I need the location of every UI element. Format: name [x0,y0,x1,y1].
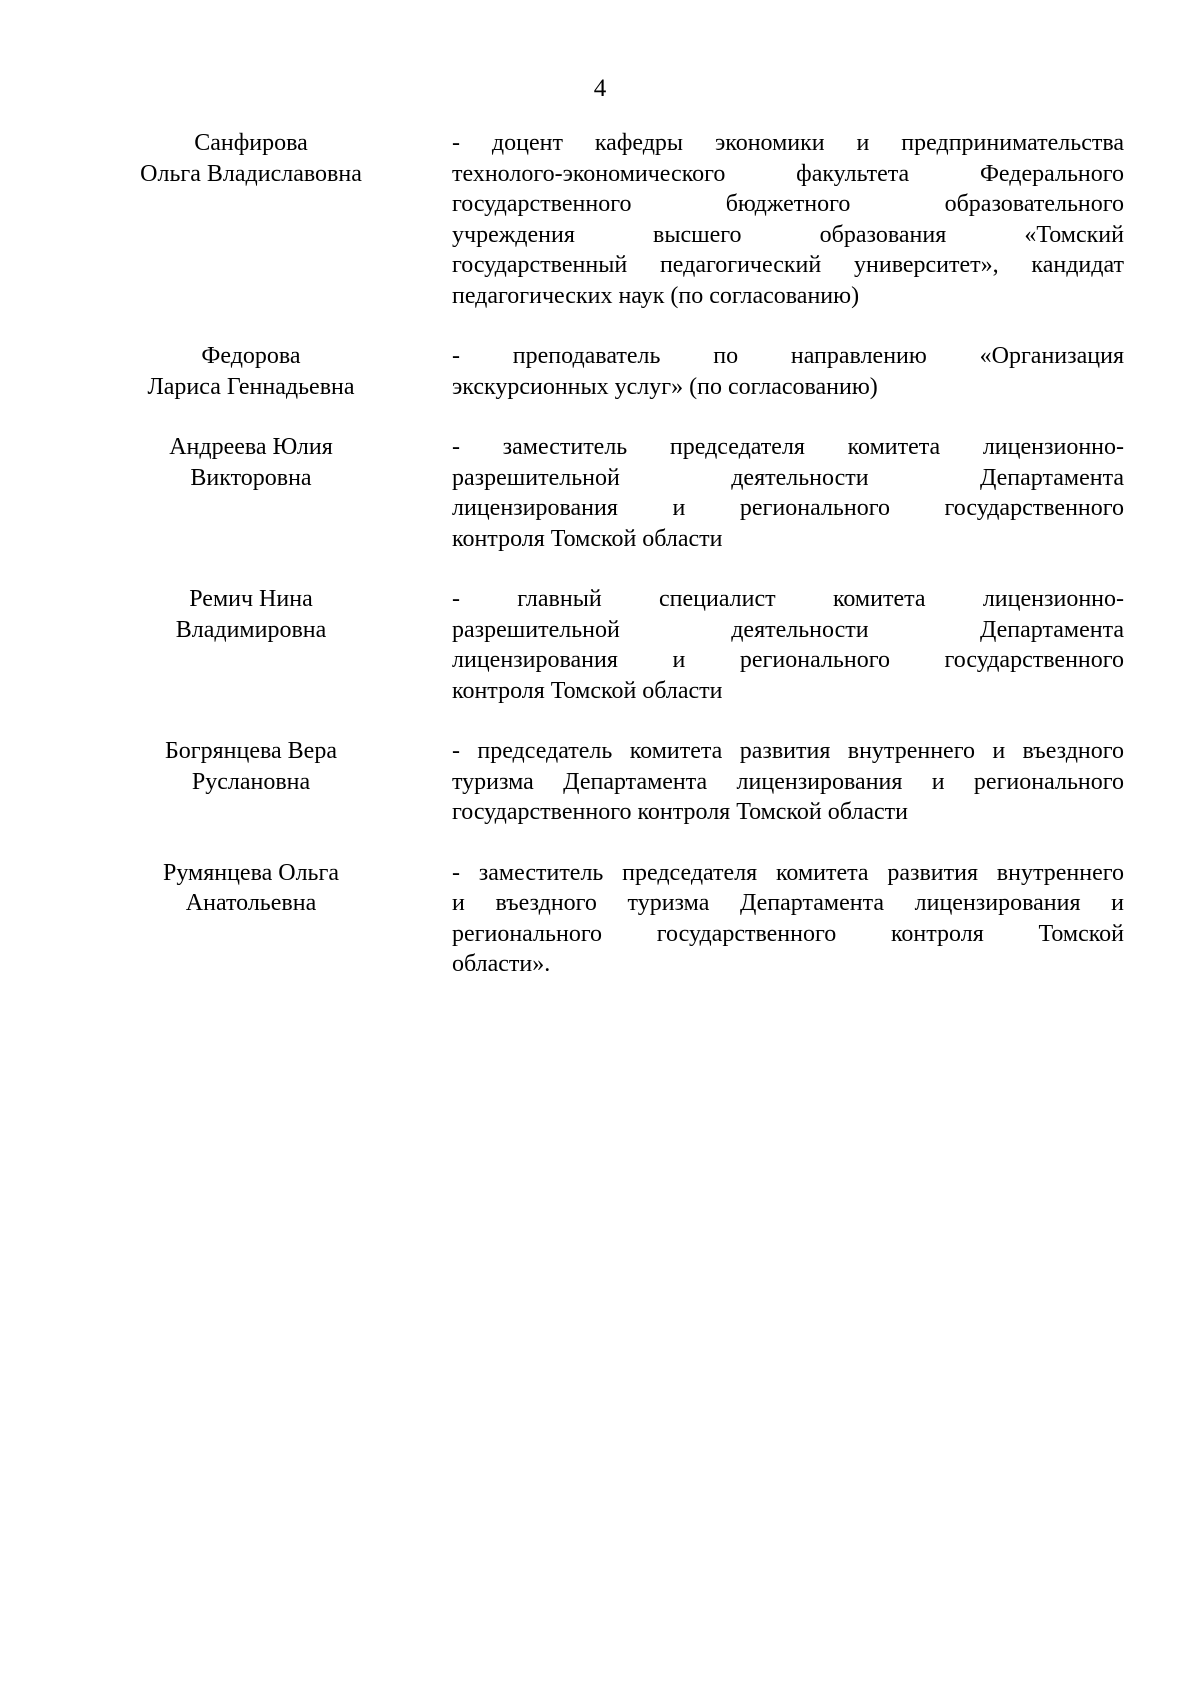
member-position [452,341,1124,402]
member-position-line: учреждения высшего образования «Томский [452,221,1124,248]
member-entry [0,128,1200,311]
member-position [452,432,1124,554]
member-name [86,432,416,554]
member-name-line: Богрянцева Вера [165,738,337,764]
member-position-line: лицензирования и регионального государственного [452,495,1124,521]
member-position-line: - главный специалист комитета лицензионно- [452,586,1124,612]
member-position [452,584,1124,706]
member-position-line: - доцент кафедры экономики и предпринимательства [452,130,1124,156]
member-position-line: - заместитель председателя комитета лицензионно- [452,434,1124,460]
member-name-line: Санфирова [194,130,308,156]
member-name-line: Руслановна [191,768,311,795]
member-position-line: экскурсионных услуг» (по согласованию) [452,373,878,400]
member-position-line: туризма Департамента лицензирования и регионального [452,768,1124,795]
member-name [86,128,416,311]
member-name-line: Лариса Геннадьевна [147,373,355,400]
member-name [86,341,416,402]
member-position-line: регионального государственного контроля Томской [452,920,1124,947]
member-entry [0,341,1200,402]
member-entry [0,584,1200,706]
member-position-line: государственного контроля Томской области [452,799,908,825]
member-name [86,736,416,828]
member-name-line: Федорова [201,343,301,369]
member-entry [0,736,1200,828]
member-position-line: государственный педагогический университет», кандидат [452,252,1124,278]
member-position-line: контроля Томской области [452,677,723,704]
member-entry [0,858,1200,980]
member-name-line: Владимировна [175,616,327,643]
member-position-line: разрешительной деятельности Департамента [452,616,1124,643]
member-position-line: контроля Томской области [452,525,723,552]
member-position-line: разрешительной деятельности Департамента [452,464,1124,491]
member-name [86,858,416,980]
member-position-line: педагогических наук (по согласованию) [452,282,860,309]
member-position-line: государственного бюджетного образовательного [452,191,1124,217]
member-position [452,736,1124,828]
member-position [452,858,1124,980]
member-name-line: Андреева Юлия [169,434,333,460]
member-name-line: Румянцева Ольга [162,859,339,886]
member-name-line: Ольга Владиславовна [140,160,362,187]
member-position-line: - председатель комитета развития внутреннего и въездного [452,738,1124,764]
member-position-line: - заместитель председателя комитета развития внутреннего [452,859,1124,886]
member-position-line: лицензирования и регионального государственного [452,647,1124,673]
page-number: 4 [593,75,607,102]
member-name-line: Викторовна [190,464,312,491]
member-position [452,128,1124,311]
member-entry [0,432,1200,554]
member-position-line: и въездного туризма Департамента лицензирования и [452,890,1124,916]
member-name-line: Ремич Нина [189,586,313,612]
member-position-line: - преподаватель по направлению «Организация [452,343,1124,369]
member-position-line: области». [452,951,551,977]
member-name-line: Анатольевна [185,890,317,916]
member-name [86,584,416,706]
member-position-line: технолого-экономического факультета Федерального [452,160,1124,187]
member-list [0,128,1200,980]
